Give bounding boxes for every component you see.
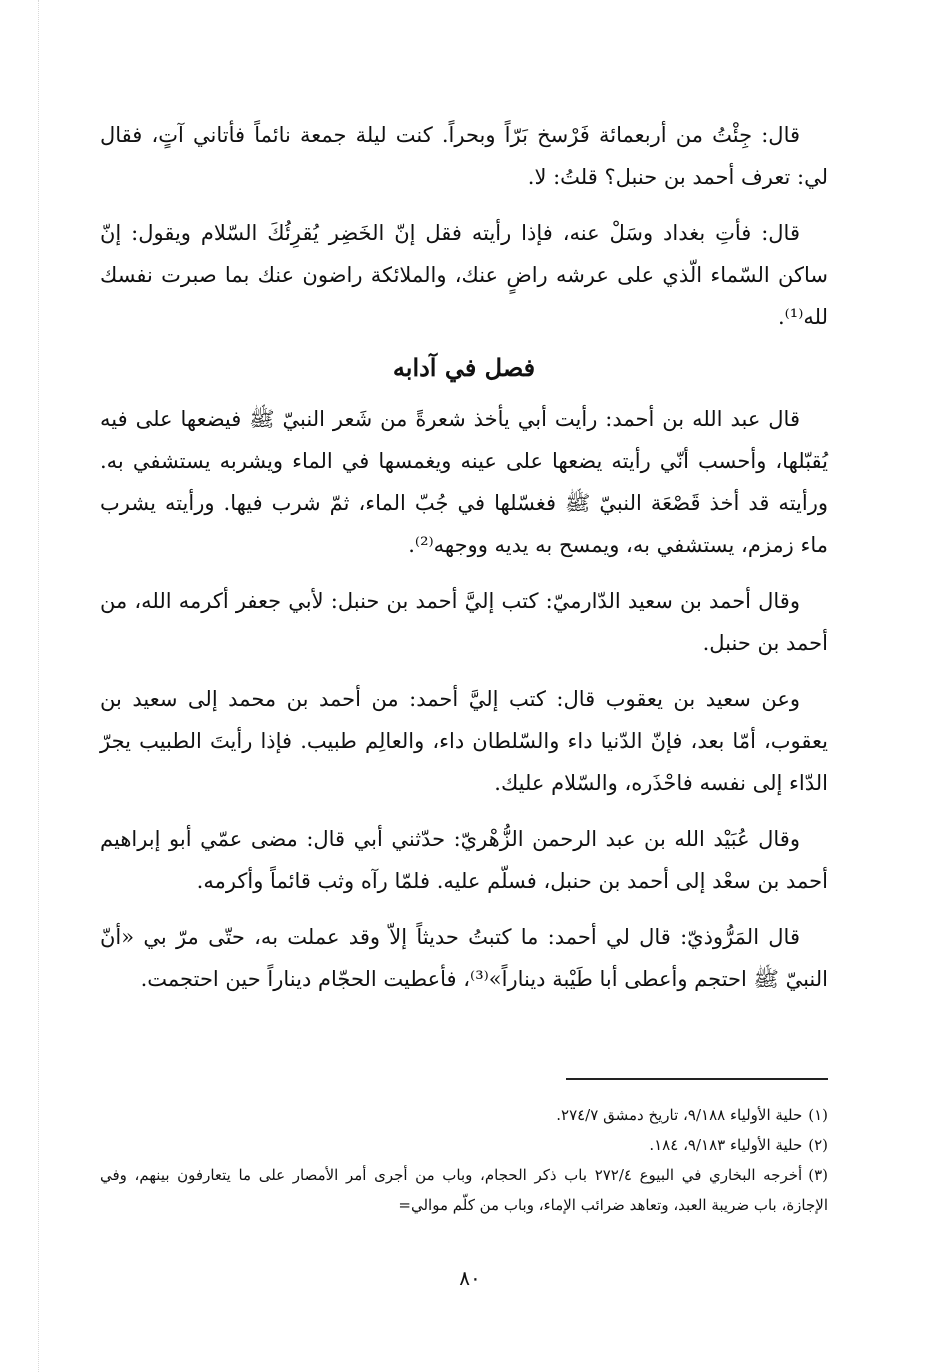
footnote-2 bbox=[100, 1130, 828, 1160]
paragraph-3: قال عبد الله بن أحمد: رأيت أبي يأخذ شعرةً من شَعر النبيّ ﷺ فيضعها على فيه يُقبّلها، وأحسب أنّي رأيته يضعها على عينه ويغمسها في الماء ويشربه يستشفي به. ورأيته قد أخذ قَصْعَة النبيّ ﷺ فغسّلها في جُبّ الماء، ثمّ شرب فيها. ورأيته يشرب ماء زمزم، يستشفي به، ويمسح به يديه ووجهه⁽²⁾. bbox=[100, 407, 828, 557]
paragraph-4: وقال أحمد بن سعيد الدّارميّ: كتب إليَّ أحمد بن حنبل: لأبي جعفر أكرمه الله، من أحمد بن حنبل. bbox=[100, 589, 828, 655]
paragraph-6: وقال عُبَيْد الله بن عبد الرحمن الزُّهْريّ: حدّثني أبي قال: مضى عمّي أبو إبراهيم أحمد بن سعْد إلى أحمد بن حنبل، فسلّم عليه. فلمّا رآه وثب قائماً وأكرمه. bbox=[100, 827, 828, 893]
footnote-number: (٢) bbox=[808, 1136, 828, 1154]
paragraph-1: قال: جِئْتُ من أربعمائة فَرْسخ بَرّاً وبحراً. كنت ليلة جمعة نائماً فأتاني آتٍ، فقال لي: تعرف أحمد بن حنبل؟ قلتُ: لا. bbox=[100, 123, 828, 189]
main-text-block bbox=[100, 398, 828, 1000]
footnote-3 bbox=[100, 1160, 828, 1220]
opening-text-block bbox=[100, 114, 828, 338]
footnote-number: (١) bbox=[808, 1106, 828, 1124]
paragraph-5: وعن سعيد بن يعقوب قال: كتب إليَّ أحمد: من أحمد بن محمد إلى سعيد بن يعقوب، أمّا بعد، فإنّ الدّنيا داء والسّلطان داء، والعالِم طبيب. فإذا رأيتَ الطبيب يجرّ الدّاء إلى نفسه فاحْذَره، والسّلام عليك. bbox=[100, 687, 828, 795]
paragraph-2: قال: فأتِ بغداد وسَلْ عنه، فإذا رأيته فقل إنّ الخَضِر يُقرِئُكَ السّلام ويقول: إنّ ساكن السّماء الّذي على عرشه راضٍ عنك، والملائكة راضون عنك بما صبرت نفسك لله⁽¹⁾. bbox=[100, 221, 828, 329]
section-heading: فصل في آدابه bbox=[392, 353, 536, 382]
footnote-separator bbox=[566, 1078, 828, 1080]
footnote-number: (٣) bbox=[808, 1166, 828, 1184]
scan-margin-line bbox=[38, 0, 39, 1372]
footnote-text: حلية الأولياء ٩/١٨٣، ١٨٤. bbox=[649, 1136, 803, 1154]
footnotes bbox=[100, 1100, 828, 1220]
footnote-text: حلية الأولياء ٩/١٨٨، تاريخ دمشق ٢٧٤/٧. bbox=[556, 1106, 803, 1124]
footnote-text: أخرجه البخاري في البيوع ٢٧٢/٤ باب ذكر الحجام، وباب من أجرى أمر الأمصار على ما يتعارفون بينهم، وفي الإجازة، باب ضريبة العبد، وتعاهد ضرائب الإماء، وباب من كلّم موالي= bbox=[100, 1166, 828, 1214]
paragraph-7: قال المَرُّوذيّ: قال لي أحمد: ما كتبتُ حديثاً إلاّ وقد عملت به، حتّى مرّ بي «أنّ النبيّ ﷺ احتجم وأعطى أبا طَيْبة ديناراً»⁽³⁾، فأعطيت الحجّام ديناراً حين احتجمت. bbox=[100, 925, 828, 991]
footnote-1 bbox=[100, 1100, 828, 1130]
page-number: ٨٠ bbox=[459, 1266, 481, 1290]
